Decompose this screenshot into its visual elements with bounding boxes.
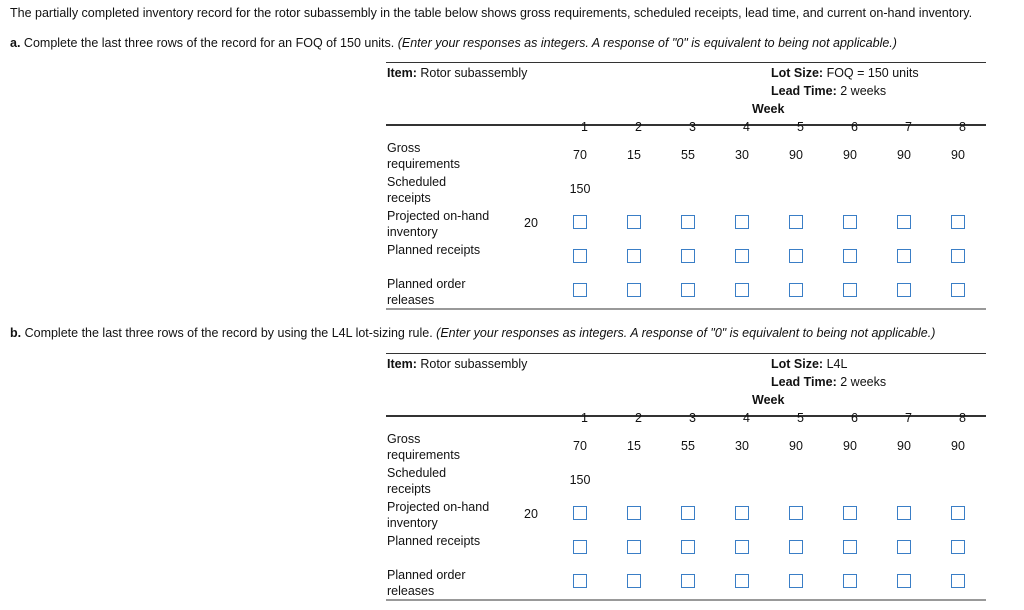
- week-number: 2: [635, 120, 642, 134]
- planned-receipts-input[interactable]: [897, 249, 911, 263]
- item-header: [387, 66, 527, 80]
- planned-order-release-input[interactable]: [843, 574, 857, 588]
- planned-receipts-input[interactable]: [951, 540, 965, 554]
- scheduled-receipt-value: 150: [569, 473, 591, 487]
- question-a: [10, 36, 897, 50]
- projected-on-hand-input[interactable]: [843, 506, 857, 520]
- projected-on-hand-input[interactable]: [573, 506, 587, 520]
- gross-requirement-value: 55: [681, 439, 695, 453]
- question-b: [10, 326, 935, 340]
- projected-on-hand-label: Projected on-hand inventory: [387, 500, 490, 530]
- item-label: Item:: [387, 357, 417, 371]
- gross-requirement-value: 90: [843, 148, 857, 162]
- record-bottom-rule: [386, 308, 986, 310]
- lead-time-label: Lead Time:: [771, 84, 837, 98]
- projected-on-hand-input[interactable]: [843, 215, 857, 229]
- week-number: 5: [797, 411, 804, 425]
- projected-on-hand-input[interactable]: [789, 215, 803, 229]
- projected-on-hand-input[interactable]: [897, 506, 911, 520]
- lead-time-value: 2 weeks: [840, 84, 887, 98]
- gross-requirement-value: 90: [789, 439, 803, 453]
- scheduled-receipts-label: Scheduled receipts: [387, 175, 447, 205]
- week-number: 7: [905, 120, 912, 134]
- lead-time-header: [771, 375, 886, 389]
- planned-receipts-input[interactable]: [627, 249, 641, 263]
- projected-on-hand-input[interactable]: [951, 506, 965, 520]
- planned-order-release-input[interactable]: [951, 574, 965, 588]
- item-label: Item:: [387, 66, 417, 80]
- gross-requirement-value: 90: [897, 148, 911, 162]
- question-a-note: (Enter your responses as integers. A response of "0" is equivalent to being not applicable.): [397, 36, 897, 50]
- lot-size-header: [771, 357, 847, 371]
- question-b-text: Complete the last three rows of the record by using the L4L lot-sizing rule.: [24, 326, 433, 340]
- planned-order-release-input[interactable]: [627, 574, 641, 588]
- gross-requirement-value: 55: [681, 148, 695, 162]
- planned-order-release-input[interactable]: [951, 283, 965, 297]
- planned-order-release-input[interactable]: [681, 574, 695, 588]
- gross-requirement-value: 70: [573, 439, 587, 453]
- week-number: 4: [743, 120, 750, 134]
- intro-text: The partially completed inventory record for the rotor subassembly in the table below shows gross requirements, scheduled receipts, lead time, and current on-hand inventory.: [10, 6, 973, 20]
- planned-receipts-input[interactable]: [681, 249, 695, 263]
- planned-order-release-input[interactable]: [843, 283, 857, 297]
- week-number: 5: [797, 120, 804, 134]
- planned-receipts-input[interactable]: [735, 540, 749, 554]
- lot-size-label: Lot Size:: [771, 357, 824, 371]
- planned-receipts-input[interactable]: [897, 540, 911, 554]
- planned-order-release-input[interactable]: [735, 574, 749, 588]
- planned-order-release-input[interactable]: [573, 574, 587, 588]
- week-number: 3: [689, 411, 696, 425]
- planned-receipts-input[interactable]: [573, 540, 587, 554]
- projected-on-hand-input[interactable]: [735, 215, 749, 229]
- planned-order-release-input[interactable]: [681, 283, 695, 297]
- week-number: 7: [905, 411, 912, 425]
- record-top-rule: [386, 62, 986, 63]
- week-number: 6: [851, 120, 858, 134]
- record-bottom-rule: [386, 599, 986, 601]
- projected-on-hand-input[interactable]: [627, 506, 641, 520]
- gross-requirement-value: 90: [897, 439, 911, 453]
- lot-size-label: Lot Size:: [771, 66, 824, 80]
- gross-requirement-value: 90: [951, 148, 965, 162]
- projected-on-hand-input[interactable]: [735, 506, 749, 520]
- record-top-rule: [386, 353, 986, 354]
- week-number: 6: [851, 411, 858, 425]
- question-b-letter: b.: [10, 326, 22, 340]
- gross-requirement-value: 90: [843, 439, 857, 453]
- projected-on-hand-input[interactable]: [681, 506, 695, 520]
- planned-receipts-label: Planned receipts: [387, 534, 481, 548]
- planned-order-release-input[interactable]: [573, 283, 587, 297]
- scheduled-receipts-label: Scheduled receipts: [387, 466, 447, 496]
- planned-receipts-input[interactable]: [735, 249, 749, 263]
- gross-requirement-value: 15: [627, 439, 641, 453]
- planned-receipts-input[interactable]: [627, 540, 641, 554]
- projected-on-hand-input[interactable]: [573, 215, 587, 229]
- week-number: 8: [959, 411, 966, 425]
- question-b-note: (Enter your responses as integers. A response of "0" is equivalent to being not applicable.): [436, 326, 936, 340]
- planned-order-release-input[interactable]: [627, 283, 641, 297]
- lead-time-value: 2 weeks: [840, 375, 887, 389]
- planned-receipts-input[interactable]: [681, 540, 695, 554]
- planned-order-release-input[interactable]: [897, 283, 911, 297]
- gross-requirement-value: 90: [951, 439, 965, 453]
- lead-time-header: [771, 84, 886, 98]
- mrp-record-a: [386, 62, 986, 310]
- week-number: 4: [743, 411, 750, 425]
- planned-order-release-input[interactable]: [897, 574, 911, 588]
- gross-requirement-value: 30: [735, 148, 749, 162]
- question-a-letter: a.: [10, 36, 21, 50]
- week-number: 8: [959, 120, 966, 134]
- planned-order-releases-label: Planned order releases: [387, 277, 466, 307]
- gross-requirement-value: 90: [789, 148, 803, 162]
- question-a-text: Complete the last three rows of the record for an FOQ of 150 units.: [23, 36, 395, 50]
- planned-receipts-input[interactable]: [843, 540, 857, 554]
- projected-on-hand-input[interactable]: [681, 215, 695, 229]
- lot-size-value: FOQ = 150 units: [826, 66, 919, 80]
- initial-on-hand-value: 20: [524, 507, 538, 521]
- lot-size-header: [771, 66, 919, 80]
- planned-order-releases-label: Planned order releases: [387, 568, 466, 598]
- planned-order-release-input[interactable]: [789, 283, 803, 297]
- gross-requirements-label: Gross requirements: [387, 432, 460, 462]
- item-value: Rotor subassembly: [420, 357, 528, 371]
- projected-on-hand-input[interactable]: [789, 506, 803, 520]
- initial-on-hand-value: 20: [524, 216, 538, 230]
- week-number: 2: [635, 411, 642, 425]
- planned-receipts-label: Planned receipts: [387, 243, 481, 257]
- planned-order-release-input[interactable]: [789, 574, 803, 588]
- gross-requirements-label: Gross requirements: [387, 141, 460, 171]
- gross-requirement-value: 70: [573, 148, 587, 162]
- planned-order-release-input[interactable]: [735, 283, 749, 297]
- planned-receipts-input[interactable]: [789, 540, 803, 554]
- planned-receipts-input[interactable]: [789, 249, 803, 263]
- item-header: [387, 357, 527, 371]
- projected-on-hand-input[interactable]: [627, 215, 641, 229]
- planned-receipts-input[interactable]: [951, 249, 965, 263]
- week-number: 1: [581, 411, 588, 425]
- planned-receipts-input[interactable]: [843, 249, 857, 263]
- week-header: Week: [752, 102, 785, 116]
- week-number: 1: [581, 120, 588, 134]
- week-number: 3: [689, 120, 696, 134]
- projected-on-hand-input[interactable]: [897, 215, 911, 229]
- lot-size-value: L4L: [826, 357, 848, 371]
- scheduled-receipt-value: 150: [569, 182, 591, 196]
- projected-on-hand-label: Projected on-hand inventory: [387, 209, 490, 239]
- lead-time-label: Lead Time:: [771, 375, 837, 389]
- gross-requirement-value: 30: [735, 439, 749, 453]
- planned-receipts-input[interactable]: [573, 249, 587, 263]
- mrp-record-b: [386, 353, 986, 601]
- item-value: Rotor subassembly: [420, 66, 528, 80]
- gross-requirement-value: 15: [627, 148, 641, 162]
- projected-on-hand-input[interactable]: [951, 215, 965, 229]
- week-header: Week: [752, 393, 785, 407]
